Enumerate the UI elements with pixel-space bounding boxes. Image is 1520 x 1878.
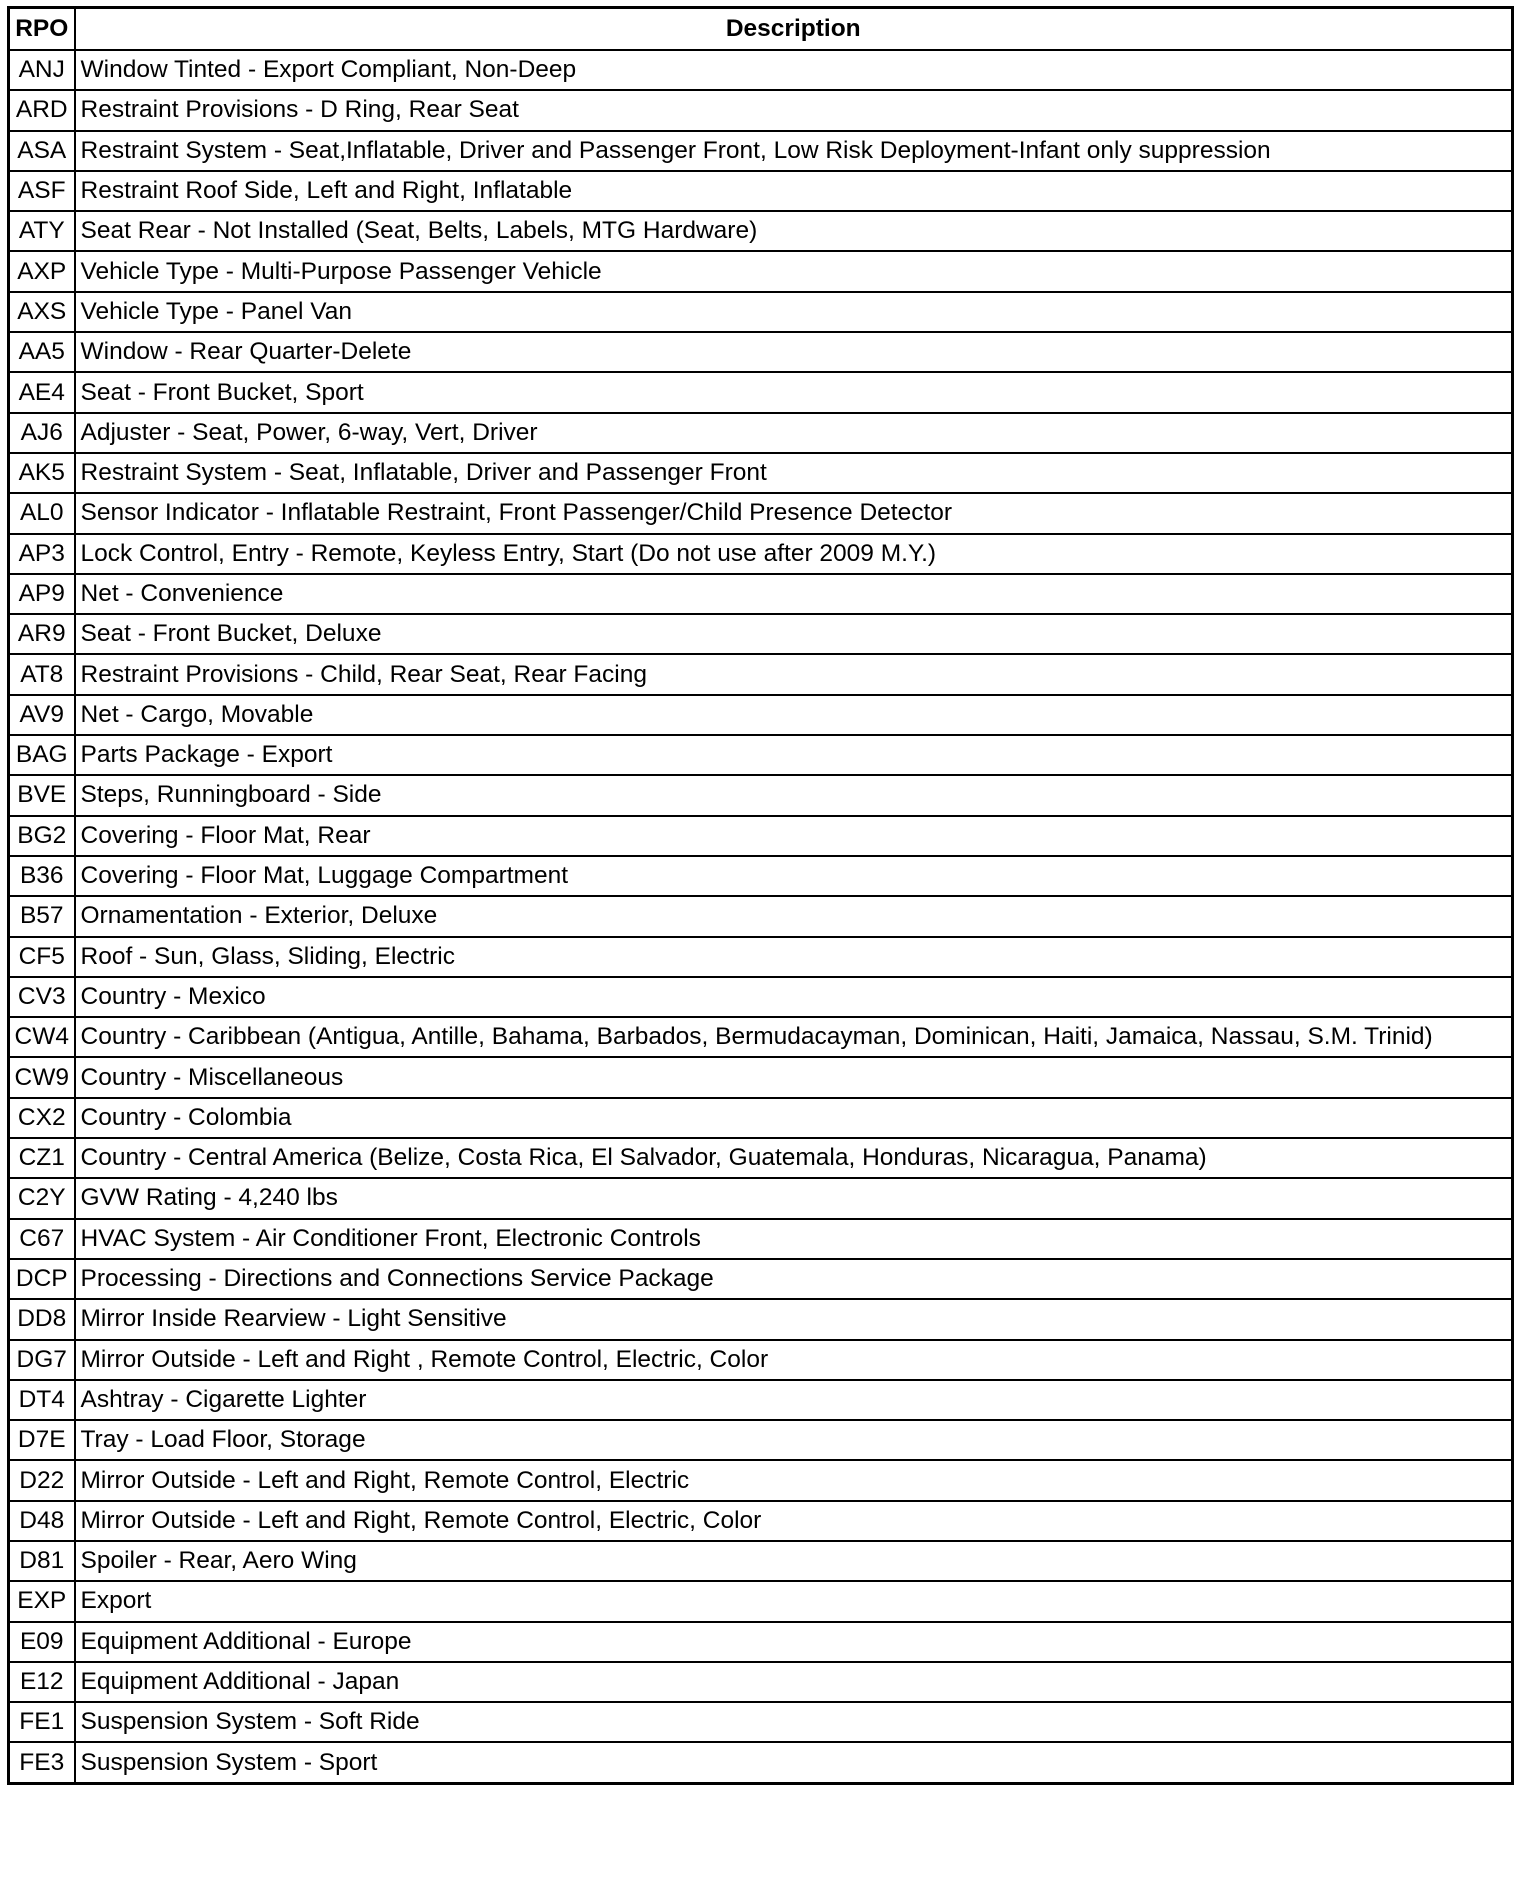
description-cell: Seat - Front Bucket, Sport (75, 372, 1513, 412)
description-cell: Window - Rear Quarter-Delete (75, 332, 1513, 372)
rpo-code-cell: ASA (9, 131, 75, 171)
table-row (9, 937, 1513, 977)
description-cell: Restraint Provisions - Child, Rear Seat, Rear Facing (75, 654, 1513, 694)
description-cell: Roof - Sun, Glass, Sliding, Electric (75, 937, 1513, 977)
description-cell: Vehicle Type - Multi-Purpose Passenger Vehicle (75, 251, 1513, 291)
rpo-code-cell: ASF (9, 171, 75, 211)
description-cell: Country - Miscellaneous (75, 1057, 1513, 1097)
rpo-code-cell: DD8 (9, 1299, 75, 1339)
table-row (9, 372, 1513, 412)
rpo-code-cell: D81 (9, 1541, 75, 1581)
table-row (9, 1340, 1513, 1380)
table-row (9, 1662, 1513, 1702)
rpo-code-cell: AXS (9, 292, 75, 332)
table-row (9, 332, 1513, 372)
rpo-code-cell: E12 (9, 1662, 75, 1702)
description-cell: Ashtray - Cigarette Lighter (75, 1380, 1513, 1420)
description-cell: Ornamentation - Exterior, Deluxe (75, 896, 1513, 936)
rpo-code-cell: D48 (9, 1501, 75, 1541)
description-cell: Covering - Floor Mat, Luggage Compartment (75, 856, 1513, 896)
table-row (9, 171, 1513, 211)
rpo-code-cell: AR9 (9, 614, 75, 654)
rpo-code-cell: CW9 (9, 1057, 75, 1097)
rpo-code-cell: B36 (9, 856, 75, 896)
rpo-code-cell: B57 (9, 896, 75, 936)
description-cell: Window Tinted - Export Compliant, Non-Deep (75, 50, 1513, 90)
description-cell: Seat Rear - Not Installed (Seat, Belts, Labels, MTG Hardware) (75, 211, 1513, 251)
table-row (9, 1259, 1513, 1299)
rpo-code-cell: C2Y (9, 1178, 75, 1218)
table-row (9, 816, 1513, 856)
rpo-code-cell: FE3 (9, 1742, 75, 1783)
rpo-code-cell: E09 (9, 1622, 75, 1662)
table-row (9, 654, 1513, 694)
table-row (9, 1380, 1513, 1420)
description-cell: Restraint Provisions - D Ring, Rear Seat (75, 90, 1513, 130)
rpo-code-cell: FE1 (9, 1702, 75, 1742)
description-cell: Covering - Floor Mat, Rear (75, 816, 1513, 856)
table-row (9, 413, 1513, 453)
rpo-code-cell: AP9 (9, 574, 75, 614)
rpo-code-cell: BVE (9, 775, 75, 815)
table-row (9, 131, 1513, 171)
table-row (9, 574, 1513, 614)
rpo-code-cell: CW4 (9, 1017, 75, 1057)
rpo-code-cell: CF5 (9, 937, 75, 977)
rpo-code-cell: ARD (9, 90, 75, 130)
table-row (9, 1581, 1513, 1621)
rpo-code-cell: AL0 (9, 493, 75, 533)
rpo-code-cell: DCP (9, 1259, 75, 1299)
description-cell: Mirror Outside - Left and Right, Remote Control, Electric (75, 1460, 1513, 1500)
rpo-table-body (9, 50, 1513, 1783)
table-row (9, 735, 1513, 775)
rpo-code-cell: CZ1 (9, 1138, 75, 1178)
description-cell: Mirror Inside Rearview - Light Sensitive (75, 1299, 1513, 1339)
table-row (9, 211, 1513, 251)
rpo-code-cell: DG7 (9, 1340, 75, 1380)
rpo-column-header: RPO (9, 8, 75, 51)
table-row (9, 534, 1513, 574)
description-cell: GVW Rating - 4,240 lbs (75, 1178, 1513, 1218)
description-cell: Net - Convenience (75, 574, 1513, 614)
rpo-code-cell: EXP (9, 1581, 75, 1621)
description-cell: Mirror Outside - Left and Right , Remote Control, Electric, Color (75, 1340, 1513, 1380)
description-cell: Lock Control, Entry - Remote, Keyless Entry, Start (Do not use after 2009 M.Y.) (75, 534, 1513, 574)
description-cell: Country - Caribbean (Antigua, Antille, Bahama, Barbados, Bermudacayman, Dominican, Haiti, Jamaica, Nassau, S.M. Trinid) (75, 1017, 1513, 1057)
table-row (9, 1219, 1513, 1259)
description-cell: Equipment Additional - Europe (75, 1622, 1513, 1662)
table-row (9, 1501, 1513, 1541)
description-cell: Export (75, 1581, 1513, 1621)
description-cell: Suspension System - Soft Ride (75, 1702, 1513, 1742)
table-row (9, 856, 1513, 896)
rpo-code-sheet (7, 6, 1511, 1785)
table-row (9, 1420, 1513, 1460)
rpo-code-cell: CX2 (9, 1098, 75, 1138)
table-row (9, 775, 1513, 815)
rpo-code-cell: ATY (9, 211, 75, 251)
description-cell: Sensor Indicator - Inflatable Restraint, Front Passenger/Child Presence Detector (75, 493, 1513, 533)
description-cell: HVAC System - Air Conditioner Front, Electronic Controls (75, 1219, 1513, 1259)
table-row (9, 90, 1513, 130)
rpo-table (7, 6, 1514, 1785)
description-cell: Steps, Runningboard - Side (75, 775, 1513, 815)
description-cell: Country - Mexico (75, 977, 1513, 1017)
rpo-code-cell: AXP (9, 251, 75, 291)
table-row (9, 50, 1513, 90)
description-cell: Restraint System - Seat, Inflatable, Driver and Passenger Front (75, 453, 1513, 493)
rpo-code-cell: D7E (9, 1420, 75, 1460)
description-column-header: Description (75, 8, 1513, 51)
table-row (9, 251, 1513, 291)
table-row (9, 695, 1513, 735)
table-row (9, 614, 1513, 654)
description-cell: Suspension System - Sport (75, 1742, 1513, 1783)
description-cell: Adjuster - Seat, Power, 6-way, Vert, Driver (75, 413, 1513, 453)
rpo-code-cell: ANJ (9, 50, 75, 90)
rpo-code-cell: BAG (9, 735, 75, 775)
table-row (9, 1098, 1513, 1138)
rpo-code-cell: AV9 (9, 695, 75, 735)
description-cell: Parts Package - Export (75, 735, 1513, 775)
table-row (9, 1460, 1513, 1500)
rpo-code-cell: AJ6 (9, 413, 75, 453)
table-row (9, 292, 1513, 332)
rpo-code-cell: BG2 (9, 816, 75, 856)
rpo-code-cell: AE4 (9, 372, 75, 412)
table-row (9, 1702, 1513, 1742)
table-row (9, 1057, 1513, 1097)
table-row (9, 1017, 1513, 1057)
rpo-code-cell: AK5 (9, 453, 75, 493)
table-row (9, 453, 1513, 493)
rpo-code-cell: CV3 (9, 977, 75, 1017)
description-cell: Country - Colombia (75, 1098, 1513, 1138)
description-cell: Tray - Load Floor, Storage (75, 1420, 1513, 1460)
description-cell: Seat - Front Bucket, Deluxe (75, 614, 1513, 654)
description-cell: Equipment Additional - Japan (75, 1662, 1513, 1702)
table-row (9, 1742, 1513, 1783)
table-row (9, 1178, 1513, 1218)
description-cell: Net - Cargo, Movable (75, 695, 1513, 735)
description-cell: Restraint Roof Side, Left and Right, Inflatable (75, 171, 1513, 211)
description-cell: Restraint System - Seat,Inflatable, Driver and Passenger Front, Low Risk Deployment-Infant only suppression (75, 131, 1513, 171)
header-row (9, 8, 1513, 51)
table-row (9, 1138, 1513, 1178)
table-row (9, 1541, 1513, 1581)
rpo-code-cell: AP3 (9, 534, 75, 574)
description-cell: Mirror Outside - Left and Right, Remote Control, Electric, Color (75, 1501, 1513, 1541)
rpo-code-cell: C67 (9, 1219, 75, 1259)
table-row (9, 1622, 1513, 1662)
rpo-code-cell: D22 (9, 1460, 75, 1500)
rpo-code-cell: AA5 (9, 332, 75, 372)
table-row (9, 977, 1513, 1017)
table-row (9, 493, 1513, 533)
table-row (9, 896, 1513, 936)
rpo-code-cell: DT4 (9, 1380, 75, 1420)
rpo-code-cell: AT8 (9, 654, 75, 694)
table-row (9, 1299, 1513, 1339)
description-cell: Spoiler - Rear, Aero Wing (75, 1541, 1513, 1581)
description-cell: Vehicle Type - Panel Van (75, 292, 1513, 332)
description-cell: Country - Central America (Belize, Costa Rica, El Salvador, Guatemala, Honduras, Nicaragua, Panama) (75, 1138, 1513, 1178)
description-cell: Processing - Directions and Connections Service Package (75, 1259, 1513, 1299)
